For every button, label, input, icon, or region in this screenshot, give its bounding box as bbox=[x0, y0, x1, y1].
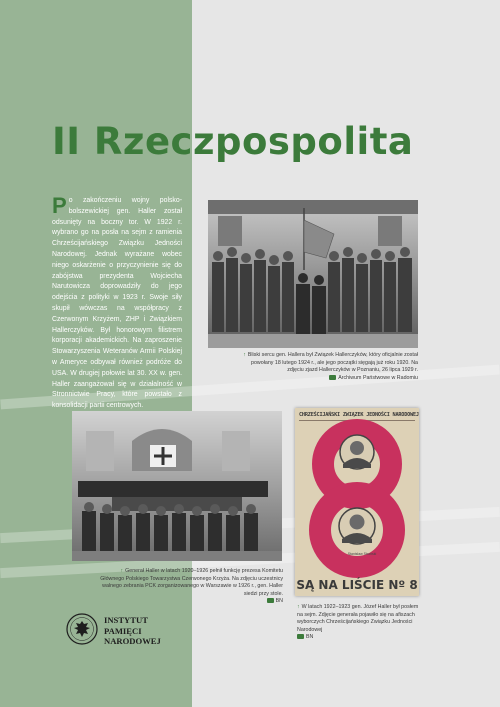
photo-hallerczycy-congress bbox=[208, 200, 418, 348]
camera-icon bbox=[329, 375, 336, 380]
page-title: II Rzeczpospolita bbox=[52, 120, 414, 163]
caption-photo2-text: Generał Haller w latach 1920–1926 pełnił funkcję prezesa Komitetu Głównego Polskiego Towarzystwa Czerwonego Krzyża. Na zdjęciu uczestnicy walnego zebrania PCK zorganizowanego w Warszawie w 1926 r., gen. Haller siedzi przy stole. bbox=[100, 568, 283, 597]
photo-pck-meeting bbox=[72, 411, 282, 561]
logo-line-3: NARODOWEJ bbox=[104, 636, 161, 646]
up-arrow-icon: ↑ bbox=[120, 568, 124, 574]
logo-line-1: INSTYTUT bbox=[104, 615, 148, 625]
caption-poster-source: BN bbox=[297, 634, 419, 642]
poster-footer: SĄ NA LIŚCIE Nº 8 bbox=[296, 578, 418, 592]
caption-poster-text: W latach 1922–1923 gen. Józef Haller był posłem na sejm. Zdjęcie generała pojawiło się na afiszach wyborczych Chrześcijańskiego Związku Jedności Narodowej bbox=[297, 604, 419, 633]
caption-poster bbox=[297, 604, 419, 642]
camera-icon bbox=[267, 598, 274, 603]
ipn-logo-text bbox=[104, 615, 161, 647]
camera-icon bbox=[297, 634, 304, 639]
logo-line-2: PAMIĘCI bbox=[104, 625, 142, 636]
poster-header: CHRZEŚCIJAŃSKI ZWIĄZEK JEDNOŚCI NARODOWEJ bbox=[299, 412, 415, 421]
up-arrow-icon: ↑ bbox=[297, 604, 300, 610]
election-poster bbox=[295, 408, 419, 596]
group-photo-image bbox=[208, 200, 418, 348]
body-paragraph: o zakończeniu wojny polsko-bolszewickiej gen. Haller został odsunięty na boczny tor. W 1922 r. wybrano go na posła na sejm z ramienia Chrześcijańskiego Związku Jedności Narodowej. Jednak wyrażane wobec niego oskarżenie o przyczynienie się do zabójstwa prezydenta Wojciecha Narutowicza doprowadziły do jego odejścia z polityki w 1923 r. Swoje siły skupił wówczas na współpracy z Czerwonym Krzyżem, ZHP i Związkiem Hallerczyków. Był honorowym filistrem korporacji akademickich. Na zaproszenie Stowarzyszenia Weteranów Armii Polskiej w Ameryce odbywał również podróże do USA. W drugiej połowie lat 30. XX w. gen. Haller zaangażował się w działalność w Stronnictwie Pracy, które powstało z konsolidacji partii centrowych. bbox=[52, 197, 182, 410]
body-text bbox=[52, 193, 182, 412]
caption-photo2 bbox=[98, 568, 283, 606]
caption-photo2-source: BN bbox=[98, 598, 283, 606]
caption-photo1-text: Bliski sercu gen. Hallera był Związek Hallerczyków, który oficjalnie został powołany 18 lutego 1924 r., ale jego początki sięgają już roku 1920. Na zdjęciu zjazd Hallerczyków w Poznaniu, 26 lipca 1929 r. bbox=[247, 352, 418, 374]
caption-photo1 bbox=[234, 352, 418, 382]
poster-portrait-name: Stanisław Stroński bbox=[347, 552, 377, 556]
meeting-photo-image bbox=[72, 411, 282, 561]
up-arrow-icon: ↑ bbox=[243, 352, 246, 358]
poster-number-graphic bbox=[295, 408, 419, 596]
drop-cap: P bbox=[52, 193, 67, 218]
ipn-eagle-logo-icon bbox=[66, 613, 98, 645]
caption-photo1-source: Archiwum Państwowe w Radomiu bbox=[234, 375, 418, 383]
